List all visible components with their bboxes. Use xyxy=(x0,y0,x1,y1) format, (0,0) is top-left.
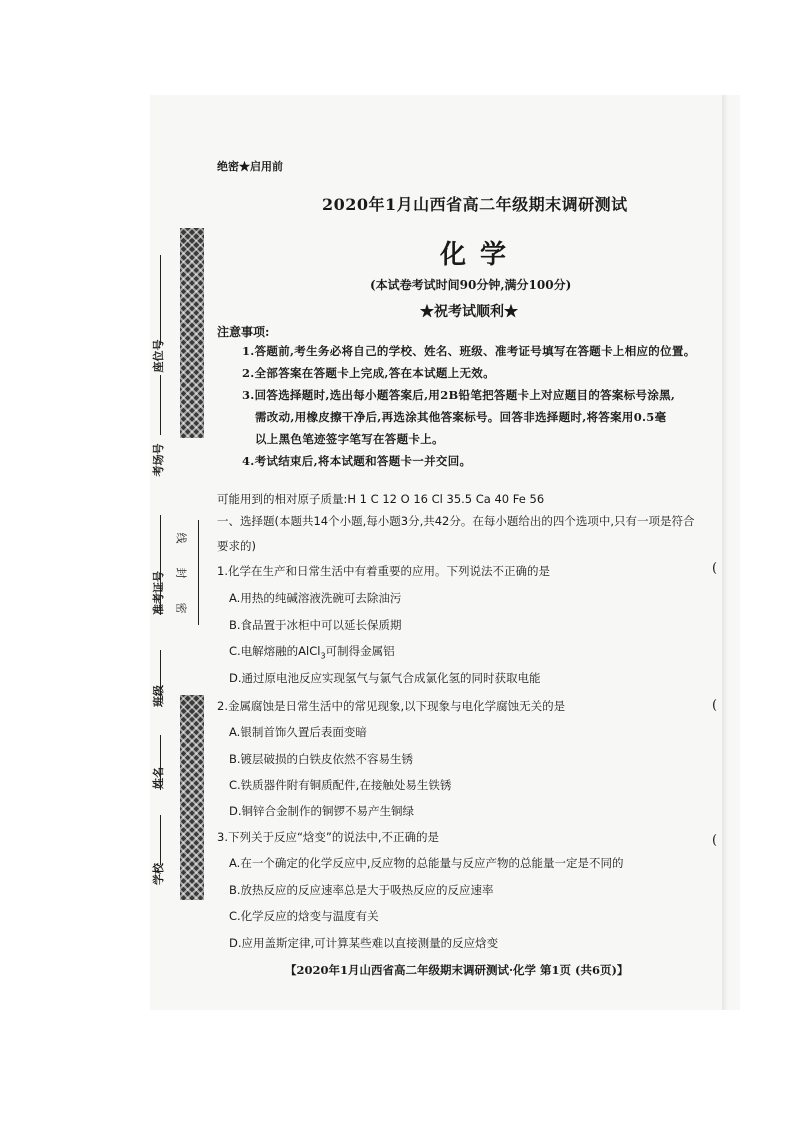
q1-option-c xyxy=(229,643,395,660)
sidebar-label-school: 学校 xyxy=(152,863,165,885)
note-item: 2.全部答案在答题卡上完成,答在本试题上无效。 xyxy=(242,366,495,380)
seal-char-seal: 封 xyxy=(174,567,188,579)
sidebar-label-ticket-id: 准考证号 xyxy=(152,571,165,615)
question-stem-1: 1.化学在生产和日常生活中有着重要的应用。下列说法不正确的是 xyxy=(217,564,550,578)
answer-paren-2: ( xyxy=(712,698,718,713)
q3-option-b: B.放热反应的反应速率总是大于吸热反应的反应速率 xyxy=(229,883,494,897)
exam-title: 2020年1月山西省高二年级期末调研测试 xyxy=(322,195,628,214)
answer-paren-1: ( xyxy=(712,561,718,576)
atomic-masses: 可能用到的相对原子质量:H 1 C 12 O 16 Cl 35.5 Ca 40 Fe 56 xyxy=(217,492,545,506)
page-footer: 【2020年1月山西省高二年级期末调研测试·化学 第1页 (共6页)】 xyxy=(285,963,629,977)
time-note: (本试卷考试时间90分钟,满分100分) xyxy=(370,278,572,292)
subject-title: 化学 xyxy=(440,240,521,270)
note-item: 4.考试结束后,将本试题和答题卡一并交回。 xyxy=(242,454,472,468)
seal-char-line: 线 xyxy=(174,532,188,544)
blank-line-seat xyxy=(160,255,161,345)
secret-mark: 绝密★启用前 xyxy=(217,160,283,173)
q1-option-d: D.通过原电池反应实现氢气与氯气合成氯化氢的同时获取电能 xyxy=(229,671,541,685)
section-heading-cont: 要求的) xyxy=(217,539,256,553)
note-item: 需改动,用橡皮擦干净后,再选涂其他答案标号。回答非选择题时,将答案用0.5毫 xyxy=(255,410,667,424)
q3-option-a: A.在一个确定的化学反应中,反应物的总能量与反应产物的总能量一定是不同的 xyxy=(229,856,624,870)
section-heading: 一、选择题(本题共14个小题,每小题3分,共42分。在每小题给出的四个选项中,只有一项是符合 xyxy=(217,514,695,528)
binding-pattern-top xyxy=(180,228,204,438)
sidebar-label-room: 考场号 xyxy=(152,443,165,477)
note-item: 3.回答选择题时,选出每小题答案后,用2B铅笔把答题卡上对应题目的答案标号涂黑, xyxy=(242,388,676,402)
notes-heading: 注意事项: xyxy=(217,325,270,339)
q1-option-c-tail: 可制得金属铝 xyxy=(325,644,395,658)
sidebar-label-class: 班级 xyxy=(152,685,165,707)
question-stem-3: 3.下列关于反应“焓变”的说法中,不正确的是 xyxy=(217,830,440,844)
q2-option-d: D.铜锌合金制作的铜锣不易产生铜绿 xyxy=(229,804,415,818)
seal-divider-line xyxy=(198,520,199,625)
q2-option-c: C.铁质器件附有铜质配件,在接触处易生铁锈 xyxy=(229,778,452,792)
sidebar-label-seat: 座位号 xyxy=(152,339,165,373)
binding-pattern-bottom xyxy=(180,695,204,900)
paper-edge-shadow xyxy=(722,95,728,1010)
q1-option-c-text: C.电解熔融的AlCl xyxy=(229,644,321,658)
note-item: 1.答题前,考生务必将自己的学校、姓名、班级、准考证号填写在答题卡上相应的位置。 xyxy=(242,344,696,358)
q2-option-b: B.镀层破损的白铁皮依然不容易生锈 xyxy=(229,752,414,766)
good-luck-banner: ★祝考试顺利★ xyxy=(420,304,518,320)
q1-option-c-subscript: 3 xyxy=(320,651,326,661)
answer-paren-3: ( xyxy=(712,833,718,848)
q3-option-d: D.应用盖斯定律,可计算某些难以直接测量的反应焓变 xyxy=(229,936,499,950)
sidebar-label-name: 姓名 xyxy=(152,767,165,789)
question-stem-2: 2.金属腐蚀是日常生活中的常见现象,以下现象与电化学腐蚀无关的是 xyxy=(217,699,566,713)
blank-line-room xyxy=(160,375,161,435)
q1-option-b: B.食品置于冰柜中可以延长保质期 xyxy=(229,618,402,632)
q2-option-a: A.银制首饰久置后表面变暗 xyxy=(229,725,367,739)
q3-option-c: C.化学反应的焓变与温度有关 xyxy=(229,909,379,923)
seal-char-secret: 密 xyxy=(174,602,188,614)
q1-option-a: A.用热的纯碱溶液洗碗可去除油污 xyxy=(229,591,402,605)
note-item: 以上黑色笔迹签字笔写在答题卡上。 xyxy=(255,432,444,446)
